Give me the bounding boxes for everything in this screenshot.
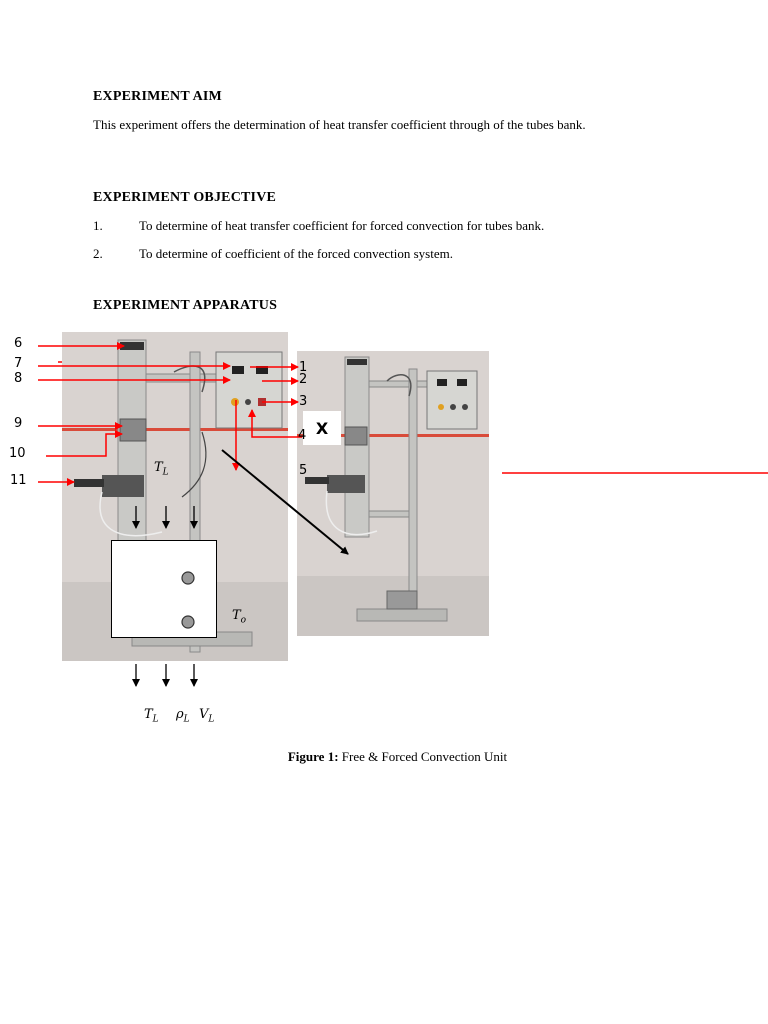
callout-11: 11 [10,473,27,488]
callout-10: 10 [9,446,26,461]
callout-9: 9 [14,416,23,431]
callout-2: 2 [299,372,308,387]
symbol-t-o: $T_o$ [232,608,247,626]
callout-8: 8 [14,371,23,386]
callout-4: 4 [298,428,307,443]
symbol-v: $V_L$ [199,707,215,725]
x-label: X [303,411,341,445]
arrow-10 [46,434,122,456]
symbol-rho: $\rho_L$ [176,707,190,725]
symbol-t-l-in: $T_L$ [144,707,159,725]
symbol-t-l-out: $T_L$ [154,460,169,478]
aim-heading: EXPERIMENT AIM [93,89,222,104]
objective-number: 2. [93,246,103,261]
arrow-4 [252,410,302,437]
figure-caption: Figure 1: Free & Forced Convection Unit [287,749,508,764]
objective-text: To determine of coefficient of the forced convection system. [139,246,453,261]
callout-7: 7 [14,356,23,371]
objective-number: 1. [93,218,103,233]
apparatus-heading: EXPERIMENT APPARATUS [93,298,278,313]
objective-text: To determine of heat transfer coefficient for forced convection for tubes bank. [139,218,545,233]
callout-3: 3 [299,394,308,409]
diagonal-arrow [222,450,348,554]
callout-6: 6 [14,336,23,351]
callout-5: 5 [299,463,308,478]
objective-heading: EXPERIMENT OBJECTIVE [93,190,277,205]
aim-text: This experiment offers the determination of heat transfer coefficient through of the tubes bank. [93,117,586,132]
callout-1: 1 [299,360,308,375]
